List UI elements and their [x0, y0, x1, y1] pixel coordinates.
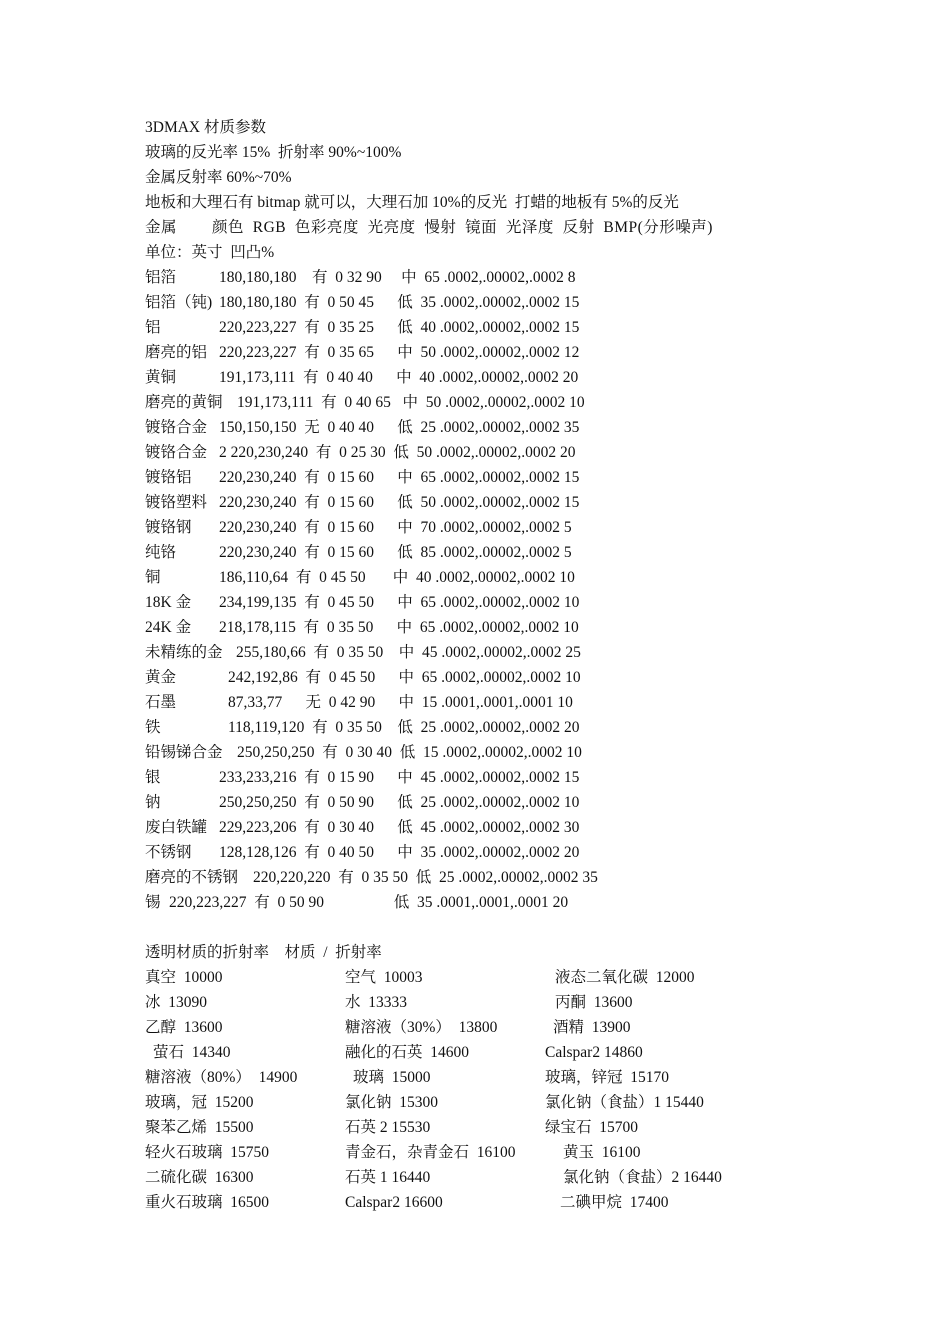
- metal-values: 220,223,227 有 0 35 65 中 50 .0002,.00002,.0002 12: [219, 344, 580, 361]
- refraction-cell: 二碘甲烷 17400: [560, 1194, 669, 1211]
- refraction-cell: 乙醇 13600: [145, 1019, 223, 1036]
- metal-name: 镀铬合金: [145, 419, 208, 436]
- metal-name: 镀铬钢: [145, 519, 192, 536]
- metal-name: 磨亮的黄铜: [145, 394, 223, 411]
- refraction-cell: 二硫化碳 16300: [145, 1169, 254, 1186]
- refraction-cell: 氯化钠 15300: [345, 1094, 439, 1111]
- metal-name: 黄金: [145, 669, 177, 686]
- refraction-cell: 石英 1 16440: [345, 1169, 431, 1186]
- floor-marble-note: 地板和大理石有 bitmap 就可以，大理石加 10%的反光 打蜡的地板有 5%的反光: [145, 194, 679, 211]
- metal-values: 218,178,115 有 0 35 50 中 65 .0002,.00002,.0002 10: [219, 619, 579, 636]
- metal-name: 镀铬合金: [145, 444, 208, 461]
- metal-name: 18K 金: [145, 594, 192, 611]
- metal-values: 150,150,150 无 0 40 40 低 25 .0002,.00002,.0002 35: [219, 419, 580, 436]
- metal-values: 229,223,206 有 0 30 40 低 45 .0002,.00002,.0002 30: [219, 819, 580, 836]
- metal-values: 220,230,240 有 0 15 60 中 65 .0002,.00002,.0002 15: [219, 469, 580, 486]
- metal-name: 不锈钢: [145, 844, 192, 861]
- metal-values: 220,230,240 有 0 15 60 低 85 .0002,.00002,.0002 5: [219, 544, 572, 561]
- refraction-cell: 水 13333: [345, 994, 408, 1011]
- refraction-cell: Calspar2 14860: [545, 1044, 643, 1061]
- metal-name: 24K 金: [145, 619, 192, 636]
- refraction-cell: 糖溶液（80%） 14900: [145, 1069, 298, 1086]
- metal-values: 234,199,135 有 0 45 50 中 65 .0002,.00002,.0002 10: [219, 594, 580, 611]
- metal-name: 石墨: [145, 694, 177, 711]
- metal-values: 242,192,86 有 0 45 50 中 65 .0002,.00002,.0002 10: [228, 669, 581, 686]
- transparent-header: 透明材质的折射率 材质 / 折射率: [145, 944, 382, 961]
- metal-values: 250,250,250 有 0 50 90 低 25 .0002,.00002,.0002 10: [219, 794, 580, 811]
- refraction-cell: 空气 10003: [345, 969, 423, 986]
- refraction-cell: Calspar2 16600: [345, 1194, 443, 1211]
- metal-values: 180,180,180 有 0 32 90 中 65 .0002,.00002,.0002 8: [219, 269, 576, 286]
- refraction-cell: 真空 10000: [145, 969, 223, 986]
- metal-values: 186,110,64 有 0 45 50 中 40 .0002,.00002,.0002 10: [219, 569, 575, 586]
- refraction-cell: 石英 2 15530: [345, 1119, 431, 1136]
- refraction-cell: 绿宝石 15700: [545, 1119, 639, 1136]
- metal-name: 锡: [145, 894, 161, 911]
- metal-name: 铅锡锑合金: [145, 744, 223, 761]
- metal-name: 铁: [145, 719, 161, 736]
- refraction-cell: 氯化钠（食盐）2 16440: [563, 1169, 722, 1186]
- metal-name: 镀铬塑料: [145, 494, 208, 511]
- metal-values: 87,33,77 无 0 42 90 中 15 .0001,.0001,.0001 10: [228, 694, 573, 711]
- refraction-cell: 玻璃，冠 15200: [145, 1094, 254, 1111]
- metal-values: 220,223,227 有 0 35 25 低 40 .0002,.00002,.0002 15: [219, 319, 580, 336]
- refraction-cell: 液态二氧化碳 12000: [555, 969, 695, 986]
- metal-values: 2 220,230,240 有 0 25 30 低 50 .0002,.00002,.0002 20: [219, 444, 576, 461]
- metal-values: 220,223,227 有 0 50 90 低 35 .0001,.0001,.0001 20: [169, 894, 569, 911]
- refraction-cell: 酒精 13900: [553, 1019, 631, 1036]
- metal-values: 250,250,250 有 0 30 40 低 15 .0002,.00002,.0002 10: [237, 744, 582, 761]
- metal-name: 未精练的金: [145, 644, 223, 661]
- metal-values: 255,180,66 有 0 35 50 中 45 .0002,.00002,.0002 25: [236, 644, 581, 661]
- metal-name: 铝箔: [145, 269, 177, 286]
- metal-name: 银: [145, 769, 161, 786]
- glass-note: 玻璃的反光率 15% 折射率 90%~100%: [145, 144, 402, 161]
- metal-table-header: 金属 颜色 RGB 色彩亮度 光亮度 慢射 镜面 光泽度 反射 BMP(分形噪声): [145, 219, 713, 236]
- metal-values: 128,128,126 有 0 40 50 中 35 .0002,.00002,.0002 20: [219, 844, 580, 861]
- metal-name: 废白铁罐: [145, 819, 208, 836]
- refraction-cell: 丙酮 13600: [555, 994, 633, 1011]
- metal-values: 191,173,111 有 0 40 40 中 40 .0002,.00002,.0002 20: [219, 369, 579, 386]
- refraction-cell: 氯化钠（食盐）1 15440: [545, 1094, 704, 1111]
- metal-values: 233,233,216 有 0 15 90 中 45 .0002,.00002,.0002 15: [219, 769, 580, 786]
- metal-name: 镀铬铝: [145, 469, 192, 486]
- refraction-cell: 糖溶液（30%） 13800: [345, 1019, 498, 1036]
- metal-name: 铝箔（钝): [145, 294, 213, 311]
- metal-name: 纯铬: [145, 544, 177, 561]
- metal-name: 铜: [145, 569, 161, 586]
- metal-name: 钠: [145, 794, 161, 811]
- metal-values: 191,173,111 有 0 40 65 中 50 .0002,.00002,.0002 10: [237, 394, 585, 411]
- unit-line: 单位：英寸 凹凸%: [145, 244, 275, 261]
- metal-values: 220,230,240 有 0 15 60 低 50 .0002,.00002,.0002 15: [219, 494, 580, 511]
- refraction-cell: 聚苯乙烯 15500: [145, 1119, 254, 1136]
- metal-name: 磨亮的不锈钢: [145, 869, 239, 886]
- metal-reflect-note: 金属反射率 60%~70%: [145, 169, 292, 186]
- metal-name: 黄铜: [145, 369, 177, 386]
- refraction-cell: 融化的石英 14600: [345, 1044, 470, 1061]
- refraction-cell: 萤石 14340: [153, 1044, 231, 1061]
- refraction-cell: 冰 13090: [145, 994, 208, 1011]
- doc-title: 3DMAX 材质参数: [145, 119, 266, 136]
- refraction-cell: 青金石，杂青金石 16100: [345, 1144, 516, 1161]
- metal-name: 磨亮的铝: [145, 344, 208, 361]
- refraction-cell: 玻璃，锌冠 15170: [545, 1069, 670, 1086]
- metal-values: 220,220,220 有 0 35 50 低 25 .0002,.00002,.0002 35: [253, 869, 598, 886]
- refraction-cell: 玻璃 15000: [353, 1069, 431, 1086]
- refraction-cell: 轻火石玻璃 15750: [145, 1144, 270, 1161]
- refraction-cell: 黄玉 16100: [563, 1144, 641, 1161]
- metal-name: 铝: [145, 319, 161, 336]
- refraction-cell: 重火石玻璃 16500: [145, 1194, 270, 1211]
- metal-values: 180,180,180 有 0 50 45 低 35 .0002,.00002,.0002 15: [219, 294, 580, 311]
- metal-values: 118,119,120 有 0 35 50 低 25 .0002,.00002,.0002 20: [228, 719, 580, 736]
- metal-values: 220,230,240 有 0 15 60 中 70 .0002,.00002,.0002 5: [219, 519, 572, 536]
